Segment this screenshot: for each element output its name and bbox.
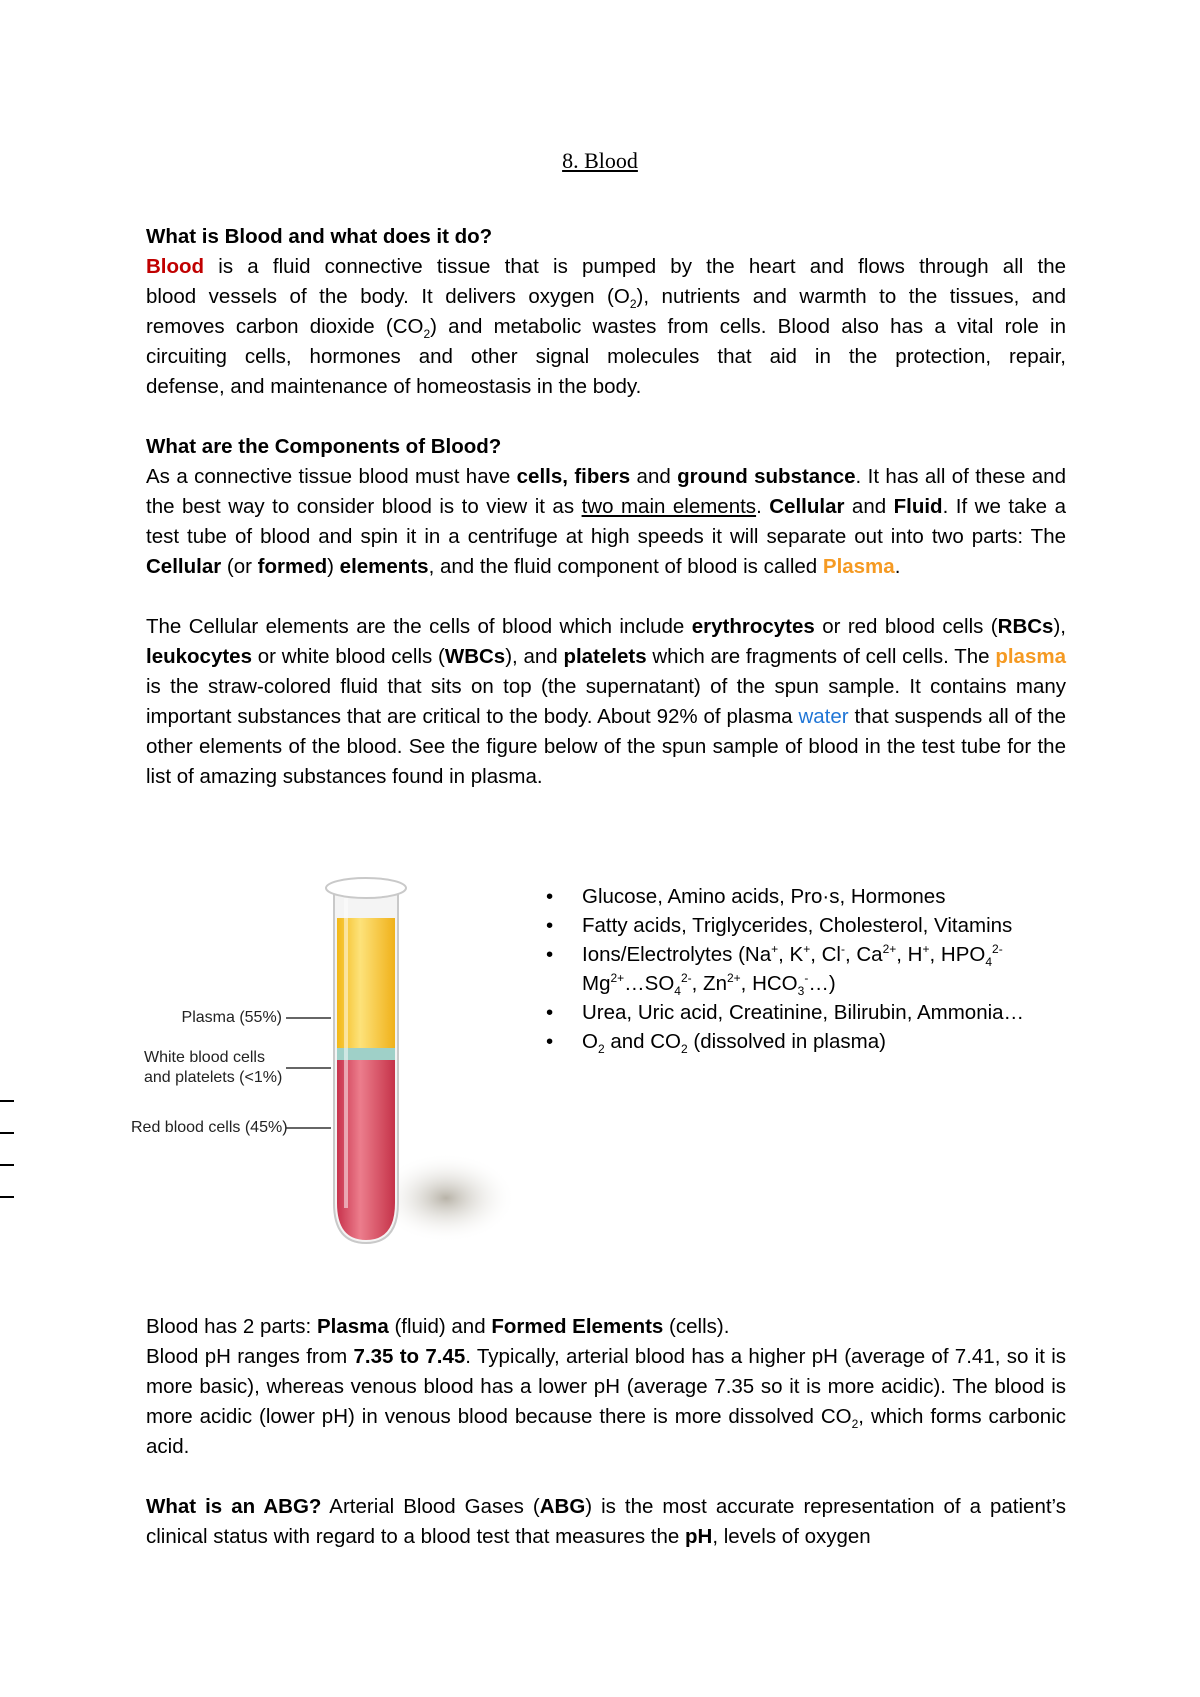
- test-tube-figure: [126, 868, 526, 1248]
- plasma-substances-list: [546, 882, 1066, 1056]
- page-title: 8. Blood: [562, 148, 638, 173]
- margin-mark: [0, 1196, 14, 1198]
- term-water: water: [798, 705, 849, 728]
- term-plasma: Plasma: [822, 555, 895, 578]
- text-line: Blood is a fluid connective tissue that is pumped by the heart and flows through all the: [146, 255, 1066, 278]
- term-blood: Blood: [146, 255, 205, 278]
- label-rbc: Red blood cells (45%): [131, 1119, 288, 1136]
- text-line: removes carbon dioxide $(CO_2)$ and metabolic wastes from cells. Blood also has a vital role in: [146, 315, 1066, 342]
- section-heading: What is Blood and what does it do?: [146, 225, 493, 248]
- margin-mark: [0, 1164, 14, 1166]
- paragraph: The Cellular elements are the cells of blood which include erythrocytes or red blood cells (RBCs), leukocytes or white blood cells (WBCs), and platelets which are fragments of cell cells. The plasma is the straw-colored fluid that sits on top (the supernatant) of the spun sample. It contains many important substances that are critical to the body. About 92% of plasma water that suspends all of the other elements of the blood. See the figure below of the spun sample of blood in the test tube for the list of amazing substances found in plasma.: [146, 615, 1067, 788]
- list-item: • Glucose, Amino acids, Pro·s, Hormones: [546, 882, 1066, 911]
- margin-mark: [0, 1132, 14, 1134]
- label-wbc-line2: and platelets (<1%): [144, 1069, 283, 1086]
- paragraph: As a connective tissue blood must have cells, fibers and ground substance. It has all of these and the best way to consider blood is to view it as two main elements. Cellular and Fluid. If we take a test tube of blood and spin it in a centrifuge at high speeds it will separate out into two parts: The Cellular (or formed) elements, and the fluid component of blood is called Plasma.: [146, 465, 1066, 578]
- paragraph: What is an ABG? Arterial Blood Gases (ABG) is the most accurate representation of a patient’s clinical status with regard to a blood test that measures the pH, levels of oxygen: [146, 1495, 1066, 1548]
- paragraph: Blood pH ranges from 7.35 to 7.45. Typically, arterial blood has a higher pH (average of 7.41, so it is more basic), whereas venous blood has a lower pH (average 7.35 so it is more acidic). The blood is more acidic (lower pH) in venous blood because there is more dissolved $CO_2$, which forms carbonic acid.: [146, 1345, 1067, 1458]
- section-what-is-blood: [146, 222, 1066, 402]
- list-item: • Ions/Electrolytes (Na+, K+, Cl-, $Ca^{2+}$, H+, $HPO_4^{2-}$ $Mg^{2+}\dots SO_4^{2-}$, $Zn^{2+}$, $HCO_3^-\dots$): [546, 940, 1066, 998]
- text-line: defense, and maintenance of homeostasis in the body.: [146, 375, 642, 398]
- list-item: • $O_2$ and $CO_2$ (dissolved in plasma): [546, 1027, 1066, 1056]
- term-plasma-2: plasma: [995, 645, 1066, 668]
- section-blood-parts: [146, 1312, 1066, 1462]
- margin-marks: [0, 1100, 14, 1228]
- text-line: blood vessels of the body. It delivers oxygen $(O_2)$, nutrients and warmth to the tissues, and: [146, 285, 1066, 312]
- label-plasma: Plasma (55%): [181, 1009, 282, 1026]
- list-item: • Fatty acids, Triglycerides, Cholesterol, Vitamins: [546, 911, 1066, 940]
- paragraph: Blood has 2 parts: Plasma (fluid) and Formed Elements (cells).: [146, 1315, 730, 1338]
- margin-mark: [0, 1100, 14, 1102]
- section-abg: [146, 1492, 1066, 1552]
- label-wbc-line1: White blood cells: [144, 1049, 265, 1066]
- section-components: [146, 432, 1066, 792]
- tube-rim: [326, 878, 406, 898]
- section-heading: What are the Components of Blood?: [146, 435, 502, 458]
- text-line: circuiting cells, hormones and other signal molecules that aid in the protection, repair,: [146, 345, 1066, 368]
- list-item: • Urea, Uric acid, Creatinine, Bilirubin, Ammonia…: [546, 998, 1066, 1027]
